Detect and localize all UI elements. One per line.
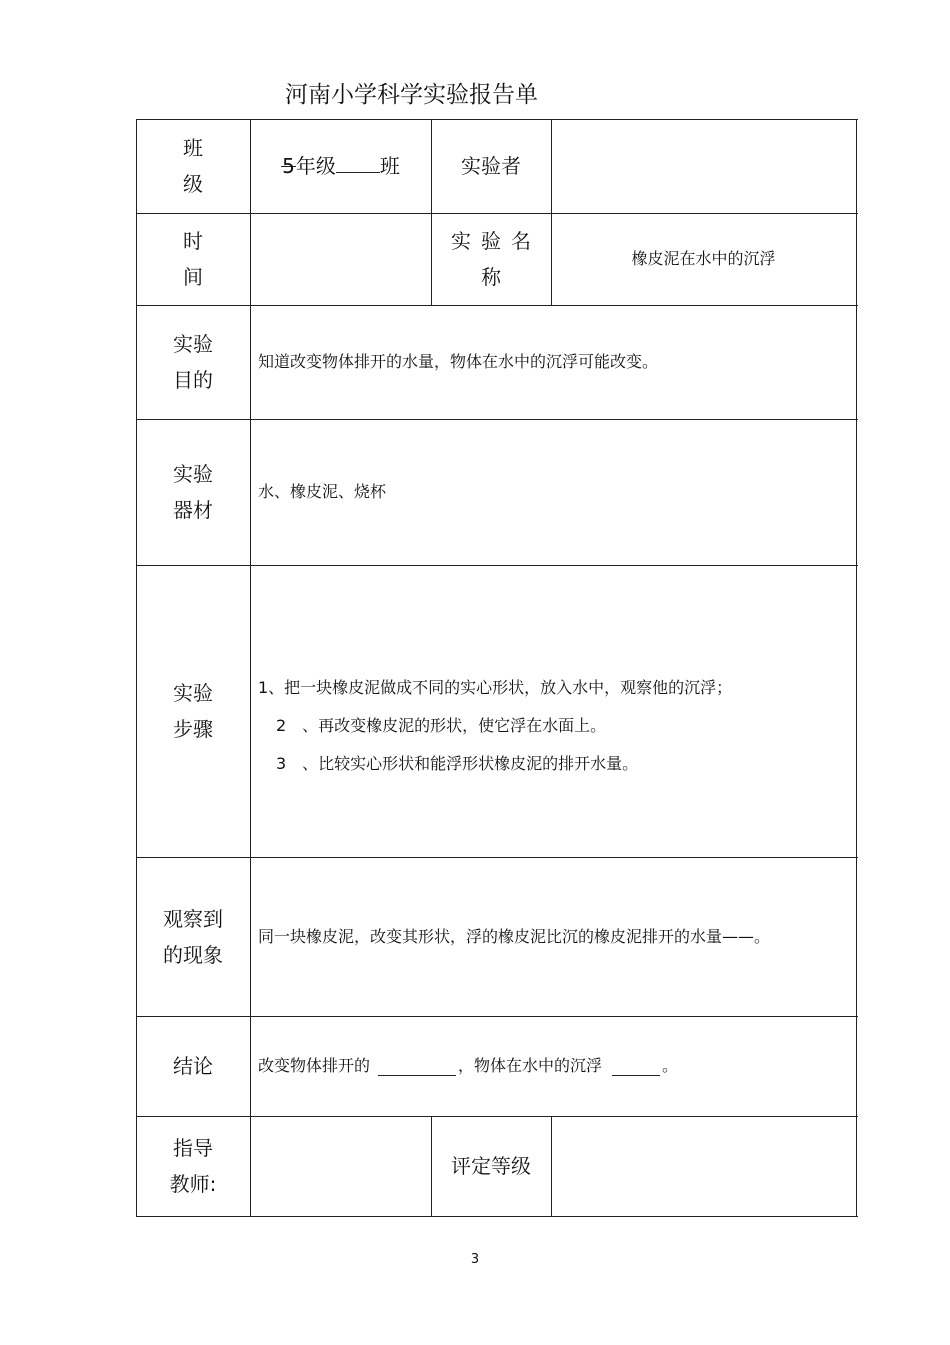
- table-border-bottom: [136, 1216, 858, 1217]
- grade-eval-label-cell: [431, 1116, 551, 1216]
- class-label-cell: [136, 119, 250, 213]
- conclusion-label-cell: [136, 1016, 250, 1116]
- conclusion-part1: 改变物体排开的: [258, 1056, 371, 1075]
- grade-text: 年级: [295, 154, 336, 178]
- time-label-cell: [136, 213, 250, 305]
- steps-label-line2: 步骤: [173, 717, 213, 741]
- exp-name-value: 橡皮泥在水中的沉浮: [631, 249, 776, 268]
- purpose-label-line2: 目的: [173, 368, 213, 392]
- conclusion-value-cell: [250, 1016, 856, 1116]
- step-item-2: 2 、再改变橡皮泥的形状，使它浮在水面上。: [276, 716, 607, 735]
- materials-label-cell: [136, 419, 250, 565]
- exp-name-value-cell: [551, 213, 856, 305]
- time-value-cell: [250, 213, 431, 305]
- purpose-label-line1: 实验: [173, 332, 213, 356]
- observation-label-cell: [136, 857, 250, 1016]
- time-label: 时间: [183, 229, 245, 289]
- grade-number: 5: [281, 148, 296, 167]
- experimenter-label: 实验者: [461, 154, 521, 178]
- teacher-label-line1: 指导: [173, 1136, 213, 1160]
- class-label: 班级: [183, 136, 245, 196]
- class-blank: [336, 154, 380, 173]
- table-border-right: [856, 119, 857, 1217]
- experimenter-label-cell: [431, 119, 551, 213]
- purpose-value: 知道改变物体排开的水量，物体在水中的沉浮可能改变。: [258, 352, 659, 371]
- observation-label-line2: 的现象: [163, 942, 223, 967]
- teacher-label-cell: [136, 1116, 250, 1216]
- steps-value-cell: [250, 565, 856, 857]
- materials-label-line1: 实验: [173, 462, 213, 486]
- conclusion-blank-2: [612, 1057, 660, 1076]
- conclusion-part2: ，物体在水中的沉浮: [458, 1056, 603, 1075]
- conclusion-label: 结论: [173, 1054, 213, 1078]
- observation-value-cell: [250, 857, 856, 1016]
- observation-label-line1: 观察到: [163, 906, 223, 931]
- steps-label-cell: [136, 565, 250, 857]
- grade-eval-value-cell: [551, 1116, 856, 1216]
- observation-value: 同一块橡皮泥，改变其形状，浮的橡皮泥比沉的橡皮泥排开的水量——。: [258, 926, 771, 946]
- exp-name-label: 实验名称: [451, 229, 541, 289]
- page-number: 3: [470, 1252, 480, 1267]
- grade-eval-label: 评定等级: [451, 1154, 531, 1178]
- teacher-value-cell: [250, 1116, 431, 1216]
- step-item-3: 3 、比较实心形状和能浮形状橡皮泥的排开水量。: [276, 754, 639, 773]
- conclusion-blank-1: [378, 1057, 456, 1076]
- materials-value: 水、橡皮泥、烧杯: [258, 482, 387, 501]
- class-suffix: 班: [379, 154, 400, 178]
- class-value-cell: [250, 119, 431, 213]
- experimenter-value-cell: [551, 119, 856, 213]
- page-title: 河南小学科学实验报告单: [285, 82, 538, 108]
- conclusion-part3: 。: [662, 1056, 679, 1075]
- exp-name-label-cell: [431, 213, 551, 305]
- materials-label-line2: 器材: [173, 498, 213, 522]
- purpose-label-cell: [136, 305, 250, 419]
- teacher-label-line2: 教师:: [169, 1172, 217, 1196]
- report-table: [136, 119, 858, 1218]
- step-item-1: 1、把一块橡皮泥做成不同的实心形状，放入水中，观察他的沉浮；: [258, 678, 733, 697]
- purpose-value-cell: [250, 305, 856, 419]
- materials-value-cell: [250, 419, 856, 565]
- steps-label-line1: 实验: [173, 681, 213, 705]
